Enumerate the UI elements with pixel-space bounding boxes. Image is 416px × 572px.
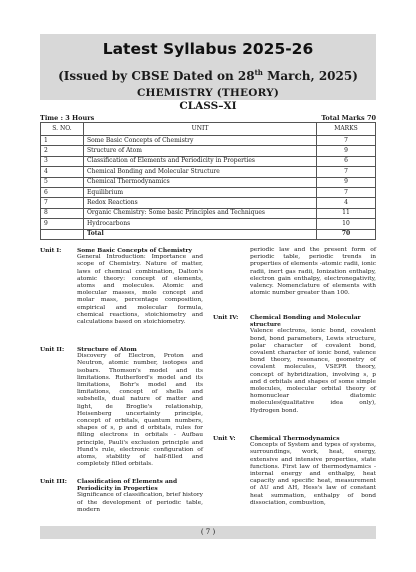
unit-1-body: General Introduction: Importance and scope of Chemistry. Nature of matter, laws of chemical combination, Dalton's atomic theory: concept of elements, atoms and molecules. Atomic and molecular masses, mole concept and molar mass, percentage composition, empirical and molecular formula, chemical reactions, stoichiometry and calculations based on stoichiometry. (77, 254, 203, 326)
row-number: 4 (41, 167, 84, 177)
row-marks: 9 (317, 146, 376, 156)
issued-date: March, 2025) (262, 69, 358, 83)
row-number: 6 (41, 187, 84, 197)
table-row (41, 156, 376, 166)
row-unit: Classification of Elements and Periodicity in Properties (84, 156, 317, 166)
row-marks: 7 (317, 187, 376, 197)
table-total-row (41, 229, 376, 239)
units-table (40, 122, 376, 240)
column-header-marks: MARKS (317, 123, 376, 136)
unit-3-continued (250, 247, 376, 297)
row-unit: Some Basic Concepts of Chemistry (84, 136, 317, 146)
table-row (41, 146, 376, 156)
row-unit: Structure of Atom (84, 146, 317, 156)
row-number: 2 (41, 146, 84, 156)
row-number: 9 (41, 219, 84, 229)
row-unit: Redox Reactions (84, 198, 317, 208)
issued-text: (Issued by CBSE Dated on 28 (58, 69, 255, 83)
table-row (41, 177, 376, 187)
unit-3-body: Significance of classification, brief history of the development of periodic table, modern (77, 492, 203, 513)
class-heading: CLASS–XI (179, 100, 237, 112)
row-marks: 4 (317, 198, 376, 208)
unit-2-label: Unit II: (40, 346, 65, 353)
issued-line (40, 68, 376, 83)
unit-3-continued-body: periodic law and the present form of periodic table, periodic trends in properties of elements -atomic radii, ionic radii, inert gas radii, Ionization enthalpy, electron gain enthalpy, electronegativity, valency. Nomenclature of elements with atomic number greater than 100. (250, 247, 376, 297)
table-row (41, 136, 376, 146)
table-row (41, 187, 376, 197)
unit-2-section (77, 346, 203, 468)
unit-3-title: Classification of Elements and Periodicity in Properties (77, 478, 178, 493)
row-number: 3 (41, 156, 84, 166)
row-unit: Equilibrium (84, 187, 317, 197)
row-unit: Hydrocarbons (84, 219, 317, 229)
row-marks: 11 (317, 208, 376, 218)
unit-5-section (250, 435, 376, 507)
table-header-row (41, 123, 376, 136)
total-label: Total (84, 229, 317, 239)
column-header-unit: UNIT (84, 123, 317, 136)
subject-heading: CHEMISTRY (THEORY) (136, 87, 280, 99)
row-unit: Chemical Bonding and Molecular Structure (84, 167, 317, 177)
time-label: Time : 3 Hours (40, 114, 95, 122)
row-marks: 6 (317, 156, 376, 166)
unit-4-section (250, 314, 376, 415)
row-marks: 7 (317, 167, 376, 177)
total-blank-cell (41, 229, 84, 239)
row-marks: 10 (317, 219, 376, 229)
row-number: 5 (41, 177, 84, 187)
unit-4-label: Unit IV: (213, 314, 239, 321)
table-row (41, 167, 376, 177)
unit-3-label: Unit III: (40, 478, 67, 485)
row-unit: Organic Chemistry: Some basic Principles and Techniques (84, 208, 317, 218)
page-title: Latest Syllabus 2025-26 (102, 40, 314, 58)
column-header-sno: S. NO. (41, 123, 84, 136)
unit-4-body: Valence electrons, ionic bond, covalent bond, bond parameters, Lewis structure, polar character of covalent bond, covalent character of ionic bond, valence bond theory, resonance, geometry of covalent molecules, VSEPR theory, concept of hybridization, involving s, p and d orbitals and shapes of some simple molecules, molecular orbital theory of homonuclear diatomic molecules(qualitative idea only), Hydrogen bond. (250, 328, 376, 414)
unit-1-title: Some Basic Concepts of Chemistry (77, 247, 192, 254)
unit-1-label: Unit I: (40, 247, 62, 254)
row-marks: 7 (317, 136, 376, 146)
row-marks: 9 (317, 177, 376, 187)
row-number: 7 (41, 198, 84, 208)
unit-1-section (77, 247, 203, 326)
row-unit: Chemical Thermodynamics (84, 177, 317, 187)
unit-4-title: Chemical Bonding and Molecular structure (250, 314, 361, 329)
unit-5-label: Unit V: (213, 435, 236, 442)
row-number: 8 (41, 208, 84, 218)
table-row (41, 198, 376, 208)
unit-2-title: Structure of Atom (77, 346, 137, 353)
table-row (41, 219, 376, 229)
unit-2-body: Discovery of Electron, Proton and Neutron, atomic number, isotopes and isobars. Thomson's model and its limitations. Rutherford's model and its limitations, Bohr's model and its limitations, concept of shells and subshells, dual nature of matter and light, de Broglie's relationship, Heisenberg uncertainty principle, concept of orbitals, quantum numbers, shapes of s, p and d orbitals, rules for filling electrons in orbitals - Aufbau principle, Pauli's exclusion principle and Hund's rule, electronic configuration of atoms, stability of half-filled and completely filled orbitals. (77, 353, 203, 468)
table-row (41, 208, 376, 218)
unit-3-section (77, 478, 203, 514)
total-marks-label: Total Marks 70 (321, 114, 376, 122)
unit-5-body: Concepts of System and types of systems, surroundings, work, heat, energy, extensive and intensive properties, state functions. First law of thermodynamics -internal energy and enthalpy, heat capacity and specific heat, measurement of ΔU and ΔH, Hess's law of constant heat summation, enthalpy of bond dissociation, combustion, (250, 442, 376, 506)
issued-superscript: th (254, 68, 263, 77)
total-value: 70 (317, 229, 376, 239)
page-number-footer: ( 7 ) (40, 526, 376, 539)
row-number: 1 (41, 136, 84, 146)
unit-5-title: Chemical Thermodynamics (250, 435, 340, 442)
